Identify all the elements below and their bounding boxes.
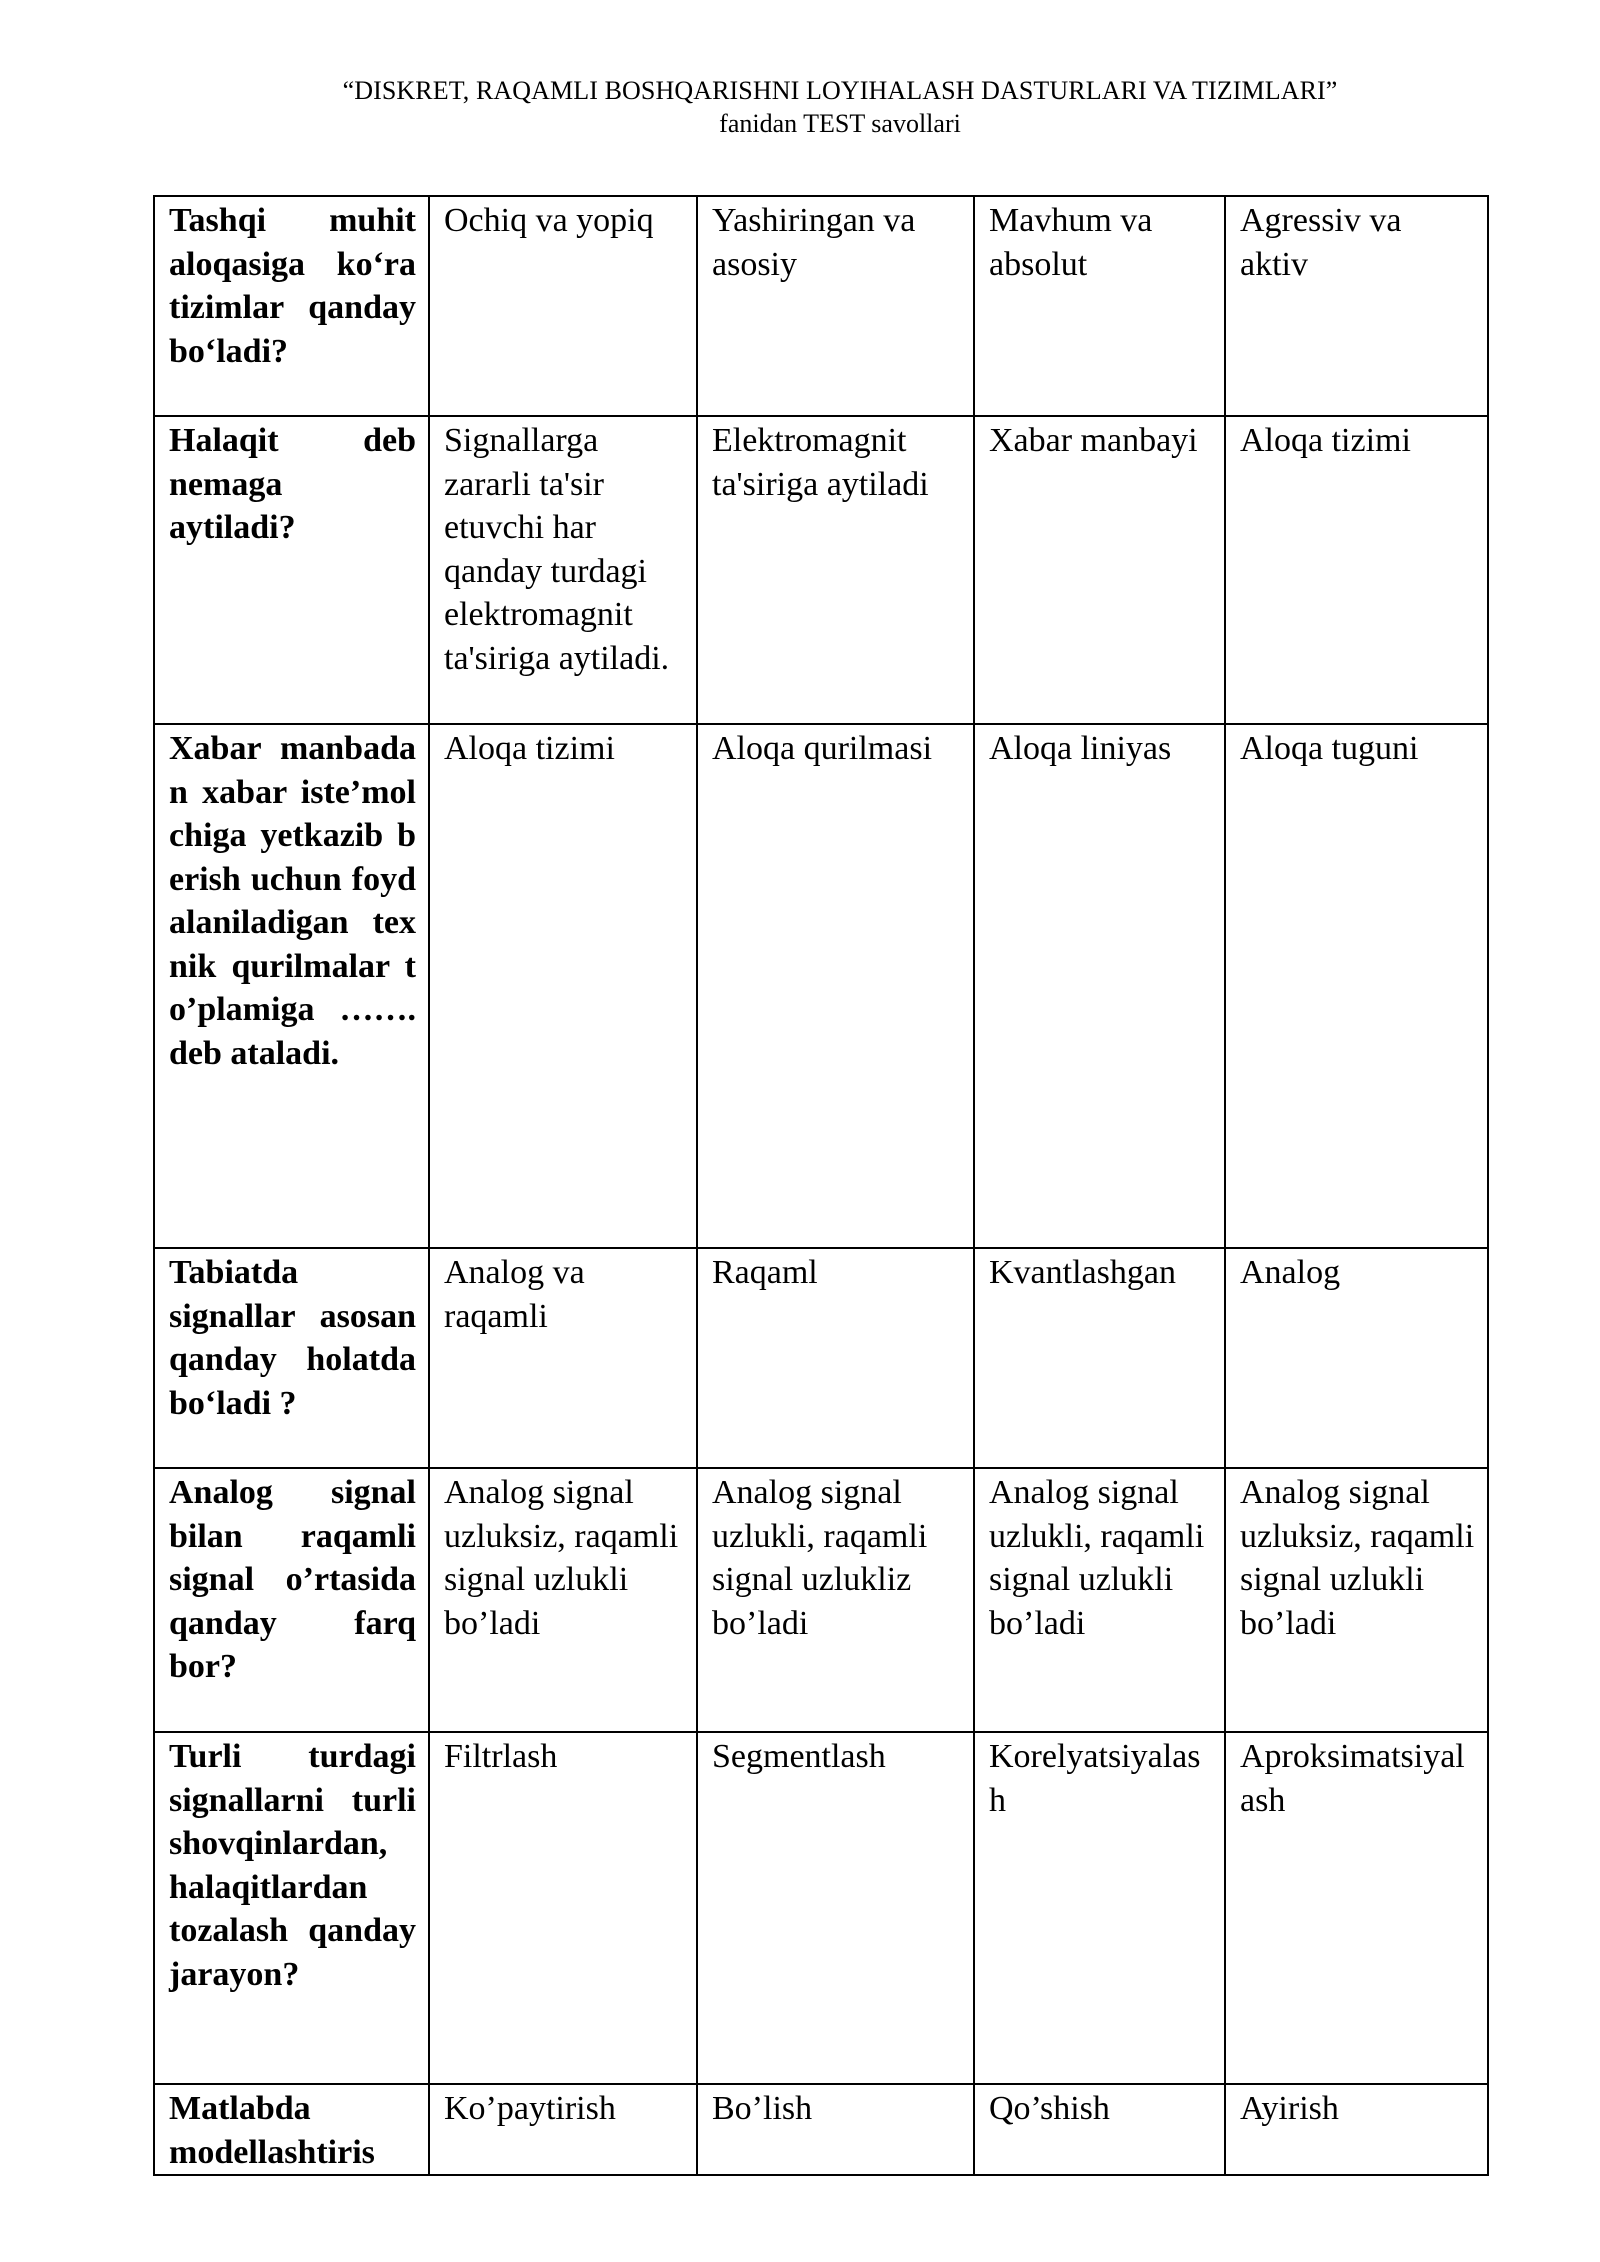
table-row (154, 1732, 1488, 2084)
answer-cell: Agressiv va aktiv (1225, 196, 1488, 416)
answer-cell: Aloqa qurilmasi (697, 724, 974, 1248)
answer-cell: Filtrlash (429, 1732, 697, 2084)
answer-cell: Analog signal uzluksiz, raqamli signal uzlukli bo’ladi (1225, 1468, 1488, 1732)
question-cell: Tashqi muhit aloqasiga ko‘ra tizimlar qanday bo‘ladi? (154, 196, 429, 416)
question-cell: Xabar manbadan xabar iste’molchiga yetkazib berish uchun foydalaniladigan texnik qurilmalar to’plamiga ……. deb ataladi. (154, 724, 429, 1248)
question-cell: Analog signal bilan raqamli signal o’rtasida qanday farq bor? (154, 1468, 429, 1732)
answer-cell: Kvantlashgan (974, 1248, 1225, 1468)
answer-cell: Ochiq va yopiq (429, 196, 697, 416)
answer-cell: Ko’paytirish (429, 2084, 697, 2175)
answer-cell: Elektromagnit ta'siriga aytiladi (697, 416, 974, 724)
answer-cell: Raqaml (697, 1248, 974, 1468)
answer-cell: Aloqa tizimi (1225, 416, 1488, 724)
answer-cell: Xabar manbayi (974, 416, 1225, 724)
answer-cell: Ayirish (1225, 2084, 1488, 2175)
document-title: “DISKRET, RAQAMLI BOSHQARISHNI LOYIHALASH DASTURLARI VA TIZIMLARI” (342, 76, 1338, 105)
answer-cell: Analog va raqamli (429, 1248, 697, 1468)
table-row (154, 196, 1488, 416)
answer-cell: Mavhum va absolut (974, 196, 1225, 416)
table-row (154, 2084, 1488, 2175)
answer-cell: Qo’shish (974, 2084, 1225, 2175)
answer-cell: Aloqa tizimi (429, 724, 697, 1248)
question-cell: Tabiatda signallar asosan qanday holatda bo‘ladi ? (154, 1248, 429, 1468)
answer-cell: Aproksimatsiyalash (1225, 1732, 1488, 2084)
question-cell: Halaqit deb nemaga aytiladi? (154, 416, 429, 724)
answer-cell: Bo’lish (697, 2084, 974, 2175)
answer-cell: Signallarga zararli ta'sir etuvchi har qanday turdagi elektromagnit ta'siriga aytiladi. (429, 416, 697, 724)
table-row (154, 1248, 1488, 1468)
answer-cell: Yashiringan va asosiy (697, 196, 974, 416)
answer-cell: Analog signal uzlukli, raqamli signal uzlukli bo’ladi (974, 1468, 1225, 1732)
answer-cell: Analog (1225, 1248, 1488, 1468)
answer-cell: Korelyatsiyalash (974, 1732, 1225, 2084)
test-questions-table (153, 195, 1489, 2176)
table-row (154, 1468, 1488, 1732)
answer-cell: Analog signal uzlukli, raqamli signal uzlukliz bo’ladi (697, 1468, 974, 1732)
question-cell: Turli turdagi signallarni turli shovqinlardan, halaqitlardan tozalash qanday jarayon? (154, 1732, 429, 2084)
answer-cell: Segmentlash (697, 1732, 974, 2084)
answer-cell: Analog signal uzluksiz, raqamli signal uzlukli bo’ladi (429, 1468, 697, 1732)
table-row (154, 724, 1488, 1248)
document-header (0, 74, 1600, 140)
table-row (154, 416, 1488, 724)
question-cell: Matlabda modellashtiris (154, 2084, 429, 2175)
answer-cell: Aloqa liniyas (974, 724, 1225, 1248)
document-subtitle: fanidan TEST savollari (719, 109, 961, 138)
answer-cell: Aloqa tuguni (1225, 724, 1488, 1248)
